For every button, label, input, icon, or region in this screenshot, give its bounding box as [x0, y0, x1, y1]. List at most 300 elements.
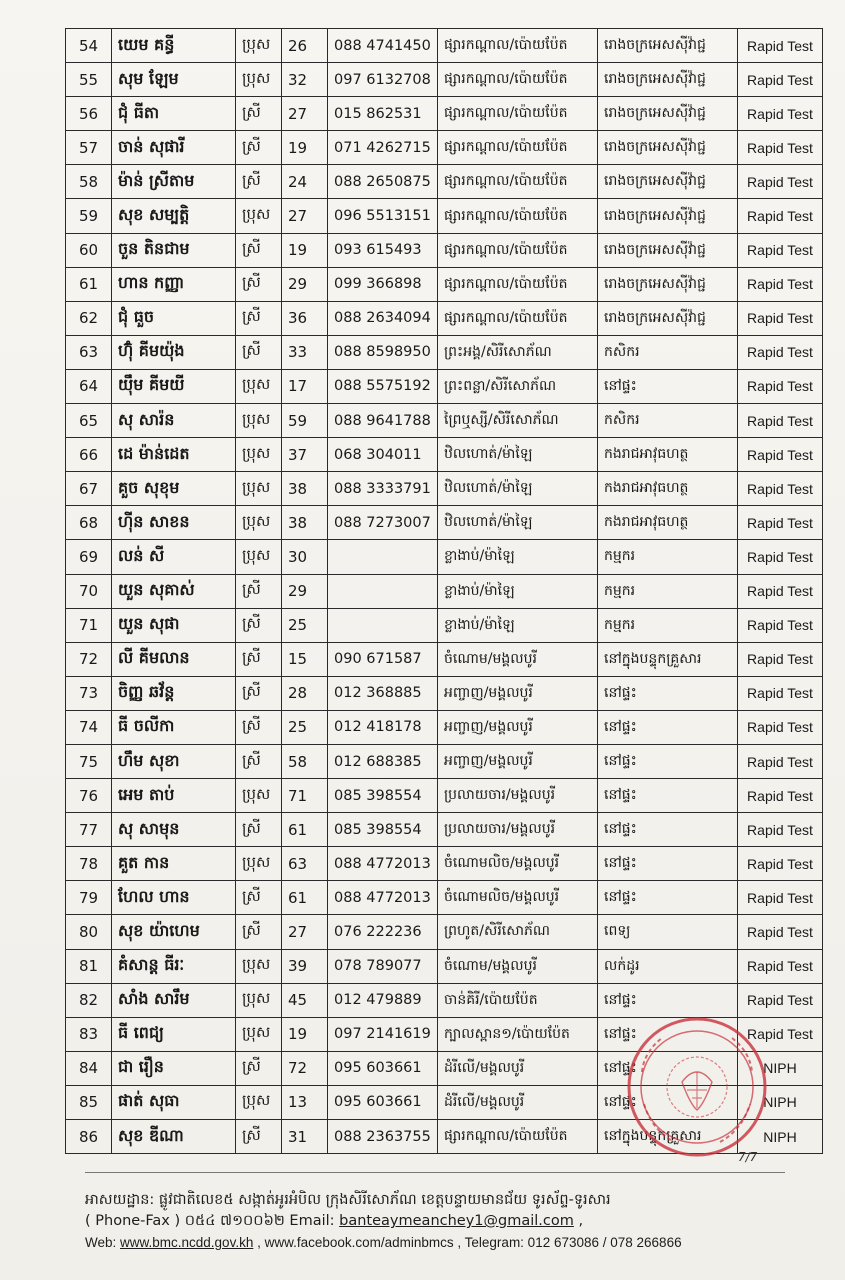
table-row [66, 233, 823, 267]
test-type: Rapid Test [738, 949, 823, 983]
person-age: 39 [282, 949, 328, 983]
person-phone: 088 2650875 [328, 165, 438, 199]
test-type: Rapid Test [738, 97, 823, 131]
person-phone: 071 4262715 [328, 131, 438, 165]
person-name: សាំង សារឹម [112, 983, 236, 1017]
person-name: ធី ពេជ្យ [112, 1017, 236, 1051]
row-number: 86 [66, 1120, 112, 1154]
person-name: ដេ ម៉ាន់ដេត [112, 438, 236, 472]
person-sex: ស្រី [236, 1120, 282, 1154]
person-phone: 097 6132708 [328, 63, 438, 97]
table-row [66, 574, 823, 608]
row-number: 58 [66, 165, 112, 199]
person-occupation: លក់ដូរ [598, 949, 738, 983]
person-address: ផ្សារកណ្តាល/ប៉ោយប៉ែត [438, 29, 598, 63]
person-address: ព្រះអង្គ/សិរីសោភ័ណ [438, 335, 598, 369]
row-number: 63 [66, 335, 112, 369]
test-type: Rapid Test [738, 779, 823, 813]
person-age: 19 [282, 233, 328, 267]
person-address: ផ្សារកណ្តាល/ប៉ោយប៉ែត [438, 1120, 598, 1154]
test-type: Rapid Test [738, 676, 823, 710]
person-phone: 078 789077 [328, 949, 438, 983]
person-name: យួន សុគាស់ [112, 574, 236, 608]
person-occupation: កងរាជអាវុធហត្ថ [598, 438, 738, 472]
person-address: អញ្ចាញ/មង្គលបូរី [438, 710, 598, 744]
test-type: Rapid Test [738, 472, 823, 506]
row-number: 72 [66, 642, 112, 676]
person-sex: ប្រុស [236, 369, 282, 403]
person-occupation: រោងចក្រអេសស៊ីវ៉ាជ្ជ [598, 267, 738, 301]
person-name: ចិញ្ញ ឆវ័ន្ត [112, 676, 236, 710]
patient-roster-table [65, 28, 823, 1154]
person-occupation: នៅក្នុងបន្ទុកគ្រួសារ [598, 642, 738, 676]
person-phone [328, 540, 438, 574]
table-row [66, 915, 823, 949]
test-type: NIPH [738, 1085, 823, 1119]
person-phone: 096 5513151 [328, 199, 438, 233]
person-address: ដំរីលើ/មង្គលបូរី [438, 1051, 598, 1085]
person-name: ម៉ាន់ ស្រីតាម [112, 165, 236, 199]
row-number: 65 [66, 404, 112, 438]
person-address: ព្រហូត/សិរីសោភ័ណ [438, 915, 598, 949]
footer [85, 1190, 805, 1253]
person-name: សុខ សម្បត្តិ [112, 199, 236, 233]
person-occupation: កម្មករ [598, 608, 738, 642]
row-number: 76 [66, 779, 112, 813]
row-number: 57 [66, 131, 112, 165]
footer-email-link[interactable]: banteaymeanchey1@gmail.com [339, 1213, 574, 1229]
person-phone: 088 2634094 [328, 301, 438, 335]
row-number: 66 [66, 438, 112, 472]
person-occupation: នៅផ្ទះ [598, 369, 738, 403]
table-row [66, 540, 823, 574]
test-type: Rapid Test [738, 847, 823, 881]
person-address: ផ្សារកណ្តាល/ប៉ោយប៉ែត [438, 267, 598, 301]
row-number: 54 [66, 29, 112, 63]
person-occupation: នៅក្នុងបន្ទុកគ្រួសារ [598, 1120, 738, 1154]
person-sex: ស្រី [236, 165, 282, 199]
person-phone: 076 222236 [328, 915, 438, 949]
person-sex: ស្រី [236, 676, 282, 710]
test-type: Rapid Test [738, 438, 823, 472]
person-address: ខ្លាងាប់/ម៉ាឡៃ [438, 574, 598, 608]
person-sex: ស្រី [236, 131, 282, 165]
person-name: ហាន កញ្ញា [112, 267, 236, 301]
person-address: ចំណោមលិច/មង្គលបូរី [438, 881, 598, 915]
row-number: 79 [66, 881, 112, 915]
person-phone: 090 671587 [328, 642, 438, 676]
person-occupation: រោងចក្រអេសស៊ីវ៉ាជ្ជ [598, 97, 738, 131]
person-address: ចំណោមលិច/មង្គលបូរី [438, 847, 598, 881]
table-row [66, 847, 823, 881]
row-number: 67 [66, 472, 112, 506]
person-age: 33 [282, 335, 328, 369]
person-age: 30 [282, 540, 328, 574]
person-name: លន់ សី [112, 540, 236, 574]
row-number: 59 [66, 199, 112, 233]
row-number: 64 [66, 369, 112, 403]
person-address: ផ្សារកណ្តាល/ប៉ោយប៉ែត [438, 97, 598, 131]
row-number: 83 [66, 1017, 112, 1051]
person-sex: ប្រុស [236, 404, 282, 438]
person-name: សុខ យ៉ាហេម [112, 915, 236, 949]
table-row [66, 301, 823, 335]
test-type: Rapid Test [738, 608, 823, 642]
person-age: 31 [282, 1120, 328, 1154]
person-sex: ស្រី [236, 335, 282, 369]
person-age: 13 [282, 1085, 328, 1119]
row-number: 55 [66, 63, 112, 97]
person-sex: ប្រុស [236, 63, 282, 97]
person-phone: 095 603661 [328, 1085, 438, 1119]
person-address: ឋិលហោត់/ម៉ាឡៃ [438, 438, 598, 472]
test-type: Rapid Test [738, 813, 823, 847]
person-address: ឋិលហោត់/ម៉ាឡៃ [438, 506, 598, 540]
person-phone: 088 9641788 [328, 404, 438, 438]
person-age: 24 [282, 165, 328, 199]
person-address: អញ្ចាញ/មង្គលបូរី [438, 676, 598, 710]
test-type: Rapid Test [738, 540, 823, 574]
person-sex: ប្រុស [236, 29, 282, 63]
footer-web-label: Web: [85, 1235, 121, 1250]
person-age: 19 [282, 131, 328, 165]
person-occupation: នៅផ្ទះ [598, 1017, 738, 1051]
person-address: ចាន់គិរី/ប៉ោយប៉ែត [438, 983, 598, 1017]
person-age: 61 [282, 881, 328, 915]
person-occupation: កម្មករ [598, 540, 738, 574]
row-number: 70 [66, 574, 112, 608]
test-type: Rapid Test [738, 165, 823, 199]
person-phone: 088 2363755 [328, 1120, 438, 1154]
person-sex: ស្រី [236, 267, 282, 301]
person-occupation: នៅផ្ទះ [598, 813, 738, 847]
test-type: Rapid Test [738, 335, 823, 369]
person-address: ព្រះពន្លា/សិរីសោភ័ណ [438, 369, 598, 403]
person-address: ខ្លាងាប់/ម៉ាឡៃ [438, 540, 598, 574]
table-row [66, 131, 823, 165]
person-occupation: នៅផ្ទះ [598, 881, 738, 915]
table-row [66, 1085, 823, 1119]
person-sex: ស្រី [236, 642, 282, 676]
row-number: 85 [66, 1085, 112, 1119]
person-age: 36 [282, 301, 328, 335]
person-sex: ប្រុស [236, 199, 282, 233]
table-row [66, 779, 823, 813]
person-name: សុ សារ៉ន [112, 404, 236, 438]
row-number: 60 [66, 233, 112, 267]
table-row [66, 29, 823, 63]
person-occupation: រោងចក្រអេសស៊ីវ៉ាជ្ជ [598, 165, 738, 199]
test-type: NIPH [738, 1120, 823, 1154]
person-occupation: នៅផ្ទះ [598, 983, 738, 1017]
test-type: Rapid Test [738, 199, 823, 233]
person-phone: 085 398554 [328, 779, 438, 813]
row-number: 77 [66, 813, 112, 847]
table-row [66, 642, 823, 676]
person-sex: ស្រី [236, 813, 282, 847]
person-name: ហឹម សុខា [112, 744, 236, 778]
person-address: ឋិលហោត់/ម៉ាឡៃ [438, 472, 598, 506]
person-age: 27 [282, 915, 328, 949]
test-type: Rapid Test [738, 710, 823, 744]
table-row [66, 369, 823, 403]
person-sex: ស្រី [236, 233, 282, 267]
row-number: 82 [66, 983, 112, 1017]
person-age: 37 [282, 438, 328, 472]
person-age: 25 [282, 710, 328, 744]
person-phone: 088 8598950 [328, 335, 438, 369]
person-sex: ស្រី [236, 574, 282, 608]
person-phone: 012 688385 [328, 744, 438, 778]
person-address: ផ្សារកណ្តាល/ប៉ោយប៉ែត [438, 63, 598, 97]
person-age: 25 [282, 608, 328, 642]
row-number: 81 [66, 949, 112, 983]
table-row [66, 267, 823, 301]
table-row [66, 813, 823, 847]
row-number: 61 [66, 267, 112, 301]
table-row [66, 335, 823, 369]
person-name: គួត កាន [112, 847, 236, 881]
person-phone: 088 4772013 [328, 847, 438, 881]
test-type: Rapid Test [738, 301, 823, 335]
test-type: Rapid Test [738, 506, 823, 540]
person-name: សុខ ឌីណា [112, 1120, 236, 1154]
person-age: 17 [282, 369, 328, 403]
person-address: ផ្សារកណ្តាល/ប៉ោយប៉ែត [438, 301, 598, 335]
person-address: ប្រលាយចារ/មង្គលបូរី [438, 779, 598, 813]
person-age: 58 [282, 744, 328, 778]
table-row [66, 438, 823, 472]
person-phone [328, 608, 438, 642]
person-age: 15 [282, 642, 328, 676]
person-occupation: រោងចក្រអេសស៊ីវ៉ាជ្ជ [598, 301, 738, 335]
test-type: Rapid Test [738, 574, 823, 608]
person-occupation: រោងចក្រអេសស៊ីវ៉ាជ្ជ [598, 63, 738, 97]
person-age: 63 [282, 847, 328, 881]
table-row [66, 676, 823, 710]
person-phone: 093 615493 [328, 233, 438, 267]
person-name: ជុំ ធីតា [112, 97, 236, 131]
person-name: យ៉ឹម គីមយី [112, 369, 236, 403]
row-number: 74 [66, 710, 112, 744]
test-type: Rapid Test [738, 1017, 823, 1051]
test-type: Rapid Test [738, 63, 823, 97]
person-sex: ស្រី [236, 97, 282, 131]
person-occupation: នៅផ្ទះ [598, 1085, 738, 1119]
table-row [66, 710, 823, 744]
person-address: ក្បាលស្ពាន១/ប៉ោយប៉ែត [438, 1017, 598, 1051]
person-name: ចាន់ សុផារី [112, 131, 236, 165]
person-name: ចួន តិនជាម [112, 233, 236, 267]
person-age: 29 [282, 267, 328, 301]
roster-body [66, 29, 823, 1154]
person-age: 29 [282, 574, 328, 608]
person-address: ចំណោម/មង្គលបូរី [438, 642, 598, 676]
table-row [66, 608, 823, 642]
person-occupation: នៅផ្ទះ [598, 779, 738, 813]
table-row [66, 744, 823, 778]
person-name: ហែល ហាន [112, 881, 236, 915]
table-row [66, 881, 823, 915]
person-sex: ស្រី [236, 744, 282, 778]
person-name: យេម គន្ធី [112, 29, 236, 63]
person-occupation: រោងចក្រអេសស៊ីវ៉ាជ្ជ [598, 199, 738, 233]
person-age: 27 [282, 97, 328, 131]
row-number: 73 [66, 676, 112, 710]
person-phone: 012 479889 [328, 983, 438, 1017]
test-type: Rapid Test [738, 267, 823, 301]
person-phone: 097 2141619 [328, 1017, 438, 1051]
person-age: 71 [282, 779, 328, 813]
person-occupation: កសិករ [598, 404, 738, 438]
person-sex: ប្រុស [236, 506, 282, 540]
person-address: ផ្សារកណ្តាល/ប៉ោយប៉ែត [438, 199, 598, 233]
person-address: ផ្សារកណ្តាល/ប៉ោយប៉ែត [438, 233, 598, 267]
footer-web-link[interactable]: www.bmc.ncdd.gov.kh [120, 1235, 254, 1250]
person-name: សុម ឡែម [112, 63, 236, 97]
person-address: ដំរីលើ/មង្គលបូរី [438, 1085, 598, 1119]
person-name: គំសាន្ត ធីរៈ [112, 949, 236, 983]
person-phone: 012 418178 [328, 710, 438, 744]
person-name: គួច សុខុម [112, 472, 236, 506]
table-row [66, 1017, 823, 1051]
footer-divider [85, 1172, 785, 1173]
person-age: 38 [282, 506, 328, 540]
person-address: ផ្សារកណ្តាល/ប៉ោយប៉ែត [438, 131, 598, 165]
person-name: អេម តាប់ [112, 779, 236, 813]
test-type: Rapid Test [738, 369, 823, 403]
person-sex: ប្រុស [236, 949, 282, 983]
person-sex: ស្រី [236, 915, 282, 949]
test-type: Rapid Test [738, 233, 823, 267]
row-number: 78 [66, 847, 112, 881]
person-occupation: កងរាជអាវុធហត្ថ [598, 506, 738, 540]
table-row [66, 63, 823, 97]
person-occupation: នៅផ្ទះ [598, 744, 738, 778]
test-type: NIPH [738, 1051, 823, 1085]
test-type: Rapid Test [738, 642, 823, 676]
person-age: 19 [282, 1017, 328, 1051]
person-age: 45 [282, 983, 328, 1017]
person-address: ផ្សារកណ្តាល/ប៉ោយប៉ែត [438, 165, 598, 199]
footer-phone-fax: ( Phone-Fax ) ០៥៤ ៧១០០៦២ Email: [85, 1213, 340, 1229]
person-age: 32 [282, 63, 328, 97]
person-sex: ប្រុស [236, 1085, 282, 1119]
person-occupation: នៅផ្ទះ [598, 1051, 738, 1085]
person-age: 27 [282, 199, 328, 233]
person-occupation: នៅផ្ទះ [598, 676, 738, 710]
person-sex: ស្រី [236, 301, 282, 335]
person-age: 72 [282, 1051, 328, 1085]
person-sex: ប្រុស [236, 847, 282, 881]
table-row [66, 165, 823, 199]
person-address: អញ្ចាញ/មង្គលបូរី [438, 744, 598, 778]
table-row [66, 199, 823, 233]
row-number: 80 [66, 915, 112, 949]
person-address: ព្រៃឬស្សី/សិរីសោភ័ណ [438, 404, 598, 438]
person-sex: ប្រុស [236, 983, 282, 1017]
person-phone: 088 4741450 [328, 29, 438, 63]
footer-email-suffix: , [573, 1213, 584, 1229]
person-name: លី គីមលាន [112, 642, 236, 676]
row-number: 62 [66, 301, 112, 335]
person-sex: ប្រុស [236, 540, 282, 574]
person-age: 26 [282, 29, 328, 63]
person-name: សុ សាមុន [112, 813, 236, 847]
table-row [66, 1051, 823, 1085]
person-sex: ស្រី [236, 608, 282, 642]
person-name: ជុំ ធួច [112, 301, 236, 335]
person-occupation: កសិករ [598, 335, 738, 369]
row-number: 71 [66, 608, 112, 642]
person-sex: ប្រុស [236, 779, 282, 813]
footer-web-line [85, 1232, 805, 1253]
person-phone: 099 366898 [328, 267, 438, 301]
row-number: 75 [66, 744, 112, 778]
test-type: Rapid Test [738, 983, 823, 1017]
footer-social: , www.facebook.com/adminbmcs , Telegram: 012 673086 / 078 266866 [253, 1235, 682, 1250]
person-occupation: កម្មករ [598, 574, 738, 608]
person-age: 61 [282, 813, 328, 847]
row-number: 84 [66, 1051, 112, 1085]
table-row [66, 506, 823, 540]
person-occupation: រោងចក្រអេសស៊ីវ៉ាជ្ជ [598, 131, 738, 165]
person-occupation: នៅផ្ទះ [598, 710, 738, 744]
person-name: ជា រឿន [112, 1051, 236, 1085]
person-name: ហ៊ីន សាខន [112, 506, 236, 540]
person-name: ផាត់ សុធា [112, 1085, 236, 1119]
person-sex: ស្រី [236, 881, 282, 915]
person-address: ចំណោម/មង្គលបូរី [438, 949, 598, 983]
person-name: យួន សុផា [112, 608, 236, 642]
person-name: ហ៊ុំ គីមយ៉ុង [112, 335, 236, 369]
person-phone: 085 398554 [328, 813, 438, 847]
footer-contact [85, 1211, 805, 1232]
table-row [66, 1120, 823, 1154]
person-phone: 088 4772013 [328, 881, 438, 915]
person-age: 38 [282, 472, 328, 506]
person-address: ខ្លាងាប់/ម៉ាឡៃ [438, 608, 598, 642]
person-sex: ប្រុស [236, 1017, 282, 1051]
row-number: 56 [66, 97, 112, 131]
person-phone: 012 368885 [328, 676, 438, 710]
person-sex: ប្រុស [236, 438, 282, 472]
table-row [66, 97, 823, 131]
test-type: Rapid Test [738, 404, 823, 438]
person-sex: ស្រី [236, 1051, 282, 1085]
person-phone: 088 5575192 [328, 369, 438, 403]
person-name: ធី ចលីកា [112, 710, 236, 744]
person-phone: 088 3333791 [328, 472, 438, 506]
row-number: 69 [66, 540, 112, 574]
test-type: Rapid Test [738, 131, 823, 165]
person-age: 59 [282, 404, 328, 438]
footer-address: អាសយដ្ឋាន: ផ្លូវជាតិលេខ៥ សង្កាត់អូរអំបិល ក្រុងសិរីសោភ័ណ ខេត្តបន្ទាយមានជ័យ ទូរស័ព្ទ-ទូរសារ [85, 1192, 611, 1208]
person-phone: 015 862531 [328, 97, 438, 131]
table-row [66, 404, 823, 438]
table-row [66, 983, 823, 1017]
person-occupation: ពេទ្យ [598, 915, 738, 949]
table-row [66, 949, 823, 983]
person-occupation: រោងចក្រអេសស៊ីវ៉ាជ្ជ [598, 29, 738, 63]
test-type: Rapid Test [738, 915, 823, 949]
person-occupation: កងរាជអាវុធហត្ថ [598, 472, 738, 506]
table-row [66, 472, 823, 506]
row-number: 68 [66, 506, 112, 540]
person-address: ប្រលាយចារ/មង្គលបូរី [438, 813, 598, 847]
person-occupation: នៅផ្ទះ [598, 847, 738, 881]
person-phone: 088 7273007 [328, 506, 438, 540]
